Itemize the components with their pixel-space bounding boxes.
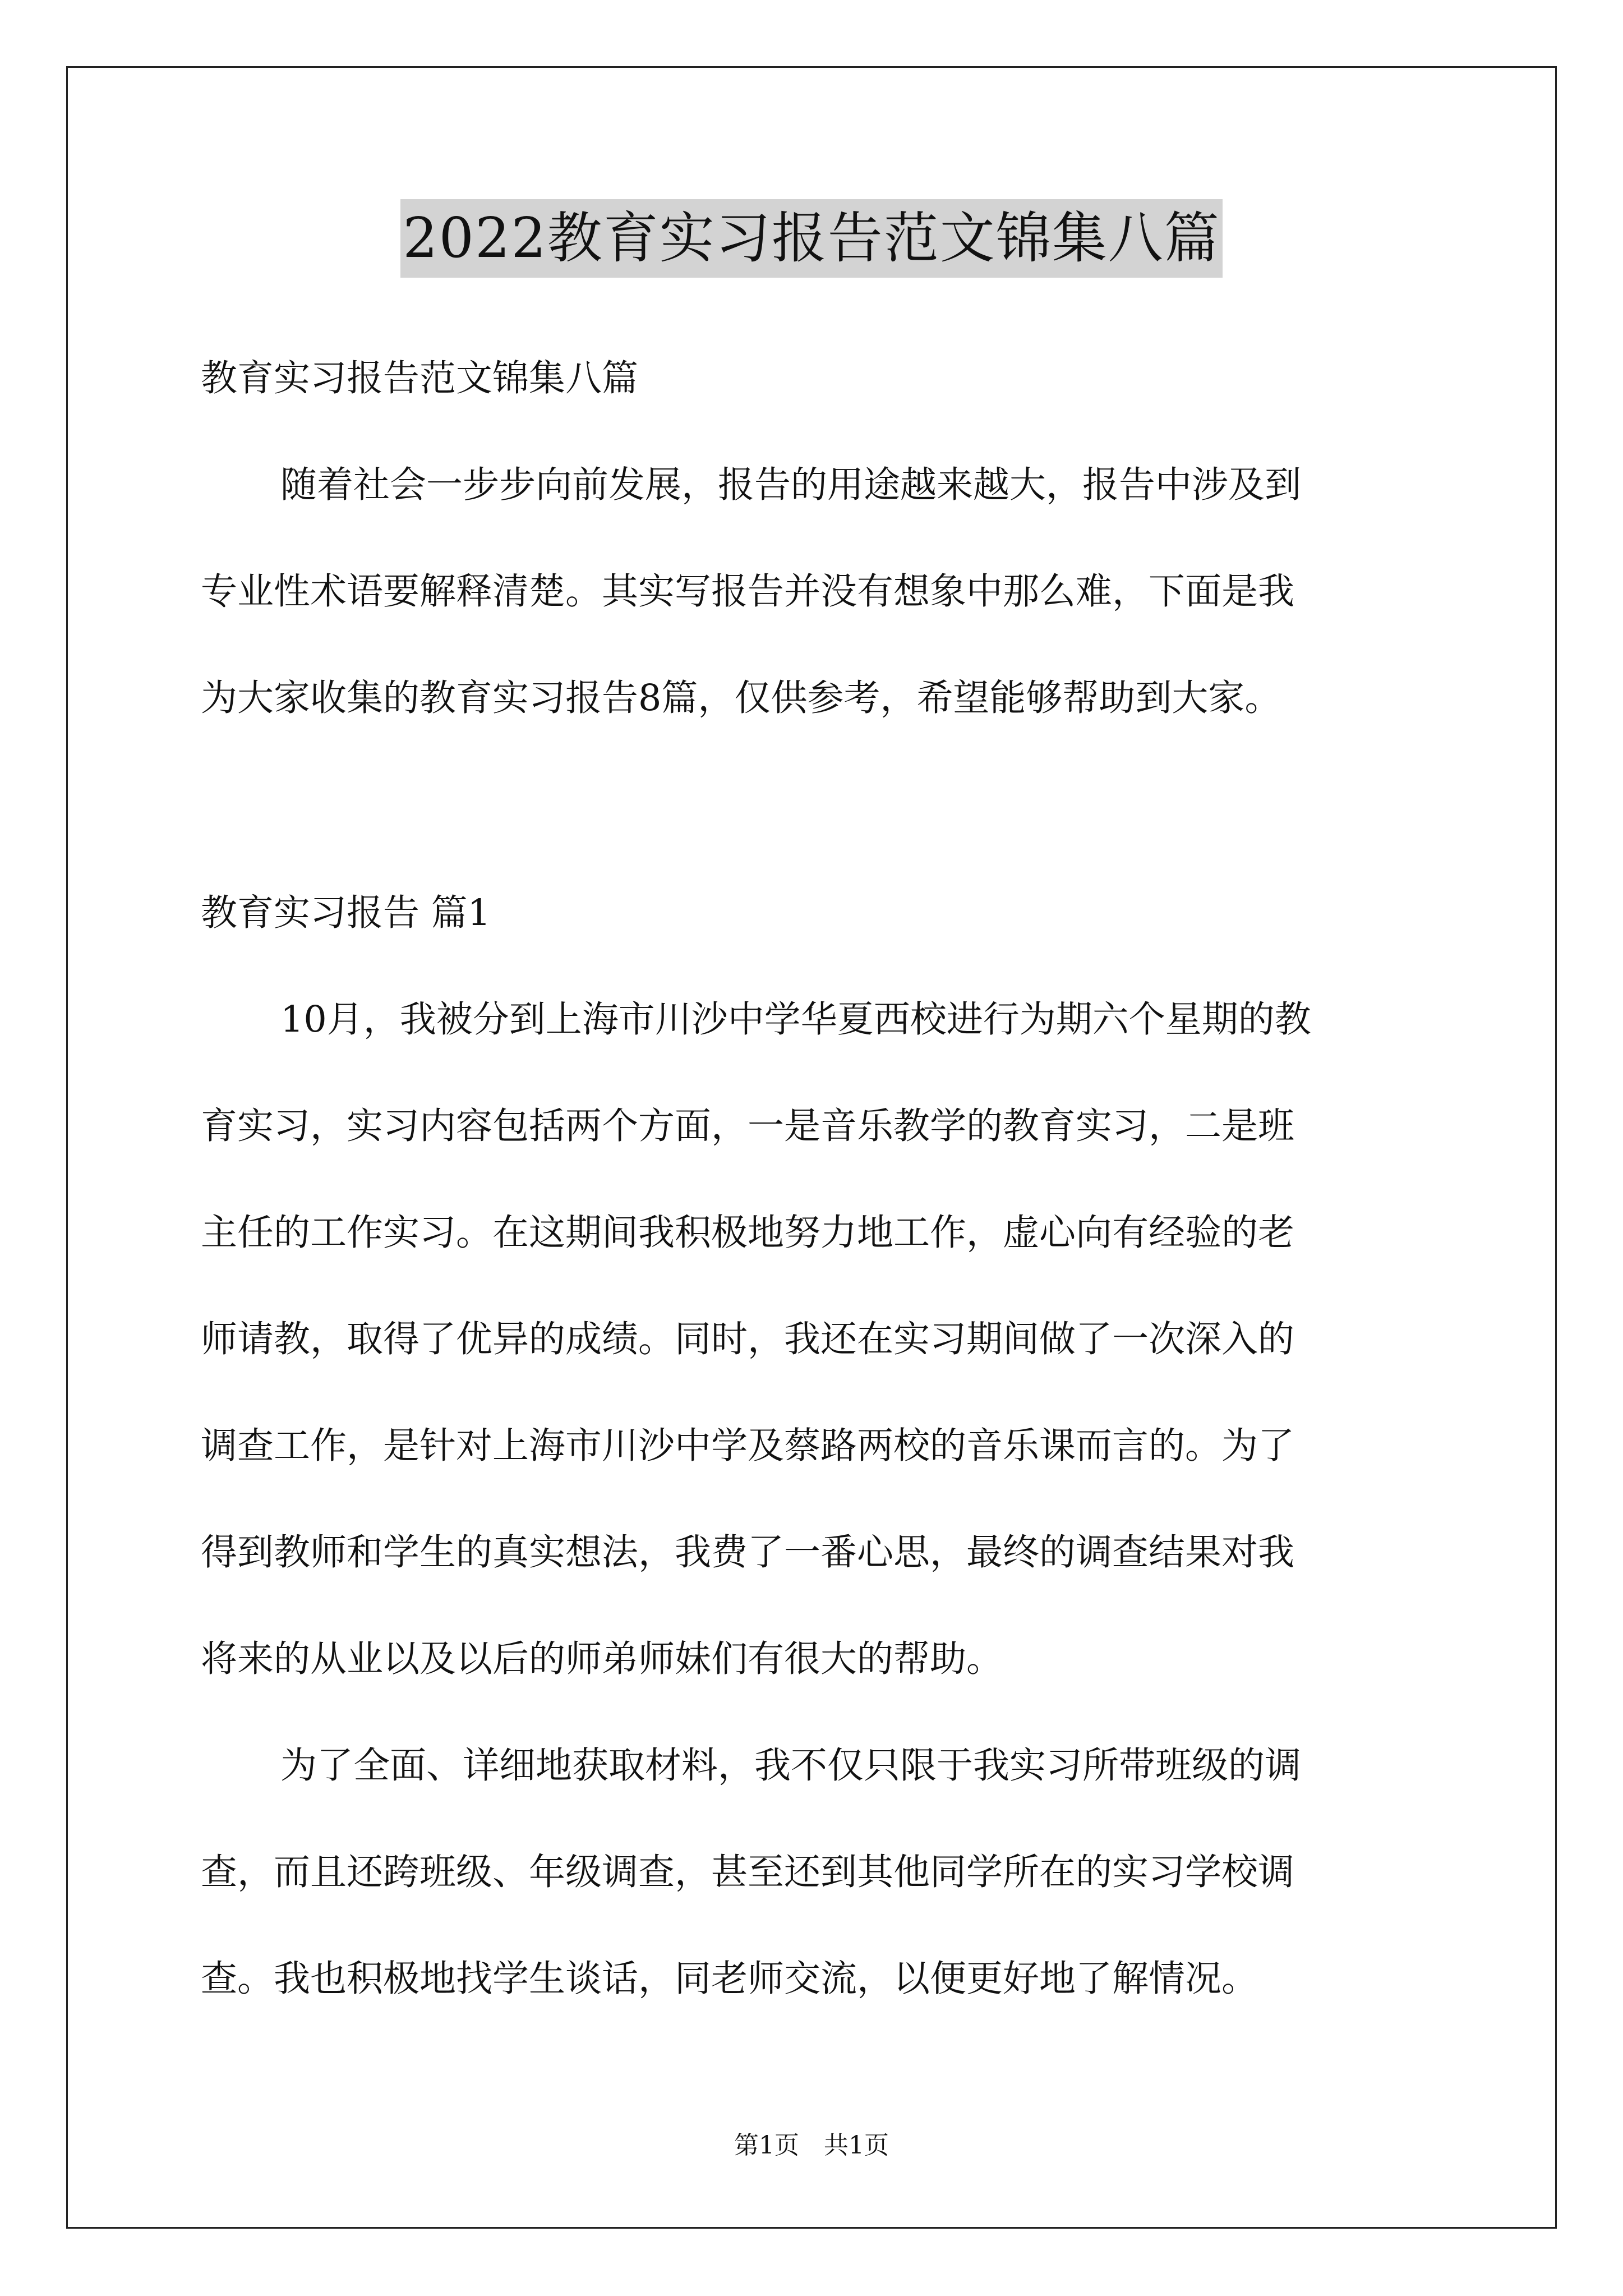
para1-line: 调查工作，是针对上海市川沙中学及蔡路两校的音乐课而言的。为了: [201, 1425, 1295, 1467]
page-footer: 第1页 共1页: [734, 2131, 889, 2160]
para1-line: 师请教，取得了优异的成绩。同时，我还在实习期间做了一次深入的: [201, 1318, 1295, 1360]
para2-line: 查，而且还跨班级、年级调查，甚至还到其他同学所在的实习学校调: [201, 1851, 1295, 1893]
para1-line: 育实习，实习内容包括两个方面，一是音乐教学的教育实习，二是班: [201, 1105, 1295, 1147]
para1-line: 主任的工作实习。在这期间我积极地努力地工作，虚心向有经验的老: [201, 1212, 1295, 1254]
para1-line: 将来的从业以及以后的师弟师妹们有很大的帮助。: [201, 1638, 1003, 1680]
intro-line: 随着社会一步步向前发展，报告的用途越来越大，报告中涉及到: [280, 464, 1302, 506]
para1-line: 10月，我被分到上海市川沙中学华夏西校进行为期六个星期的教: [280, 999, 1311, 1041]
document-subtitle: 教育实习报告范文锦集八篇: [201, 357, 639, 399]
para2-line: 查。我也积极地找学生谈话，同老师交流，以便更好地了解情况。: [201, 1958, 1258, 2000]
para1-line: 得到教师和学生的真实想法，我费了一番心思，最终的调查结果对我: [201, 1531, 1295, 1573]
intro-line: 为大家收集的教育实习报告8篇，仅供参考，希望能够帮助到大家。: [201, 677, 1281, 719]
intro-line: 专业性术语要解释清楚。其实写报告并没有想象中那么难，下面是我: [201, 570, 1295, 613]
section-heading: 教育实习报告 篇1: [201, 892, 491, 934]
document-title: 2022教育实习报告范文锦集八篇: [400, 199, 1222, 278]
para2-line: 为了全面、详细地获取材料，我不仅只限于我实习所带班级的调: [280, 1745, 1302, 1787]
title-container: [0, 199, 1623, 278]
